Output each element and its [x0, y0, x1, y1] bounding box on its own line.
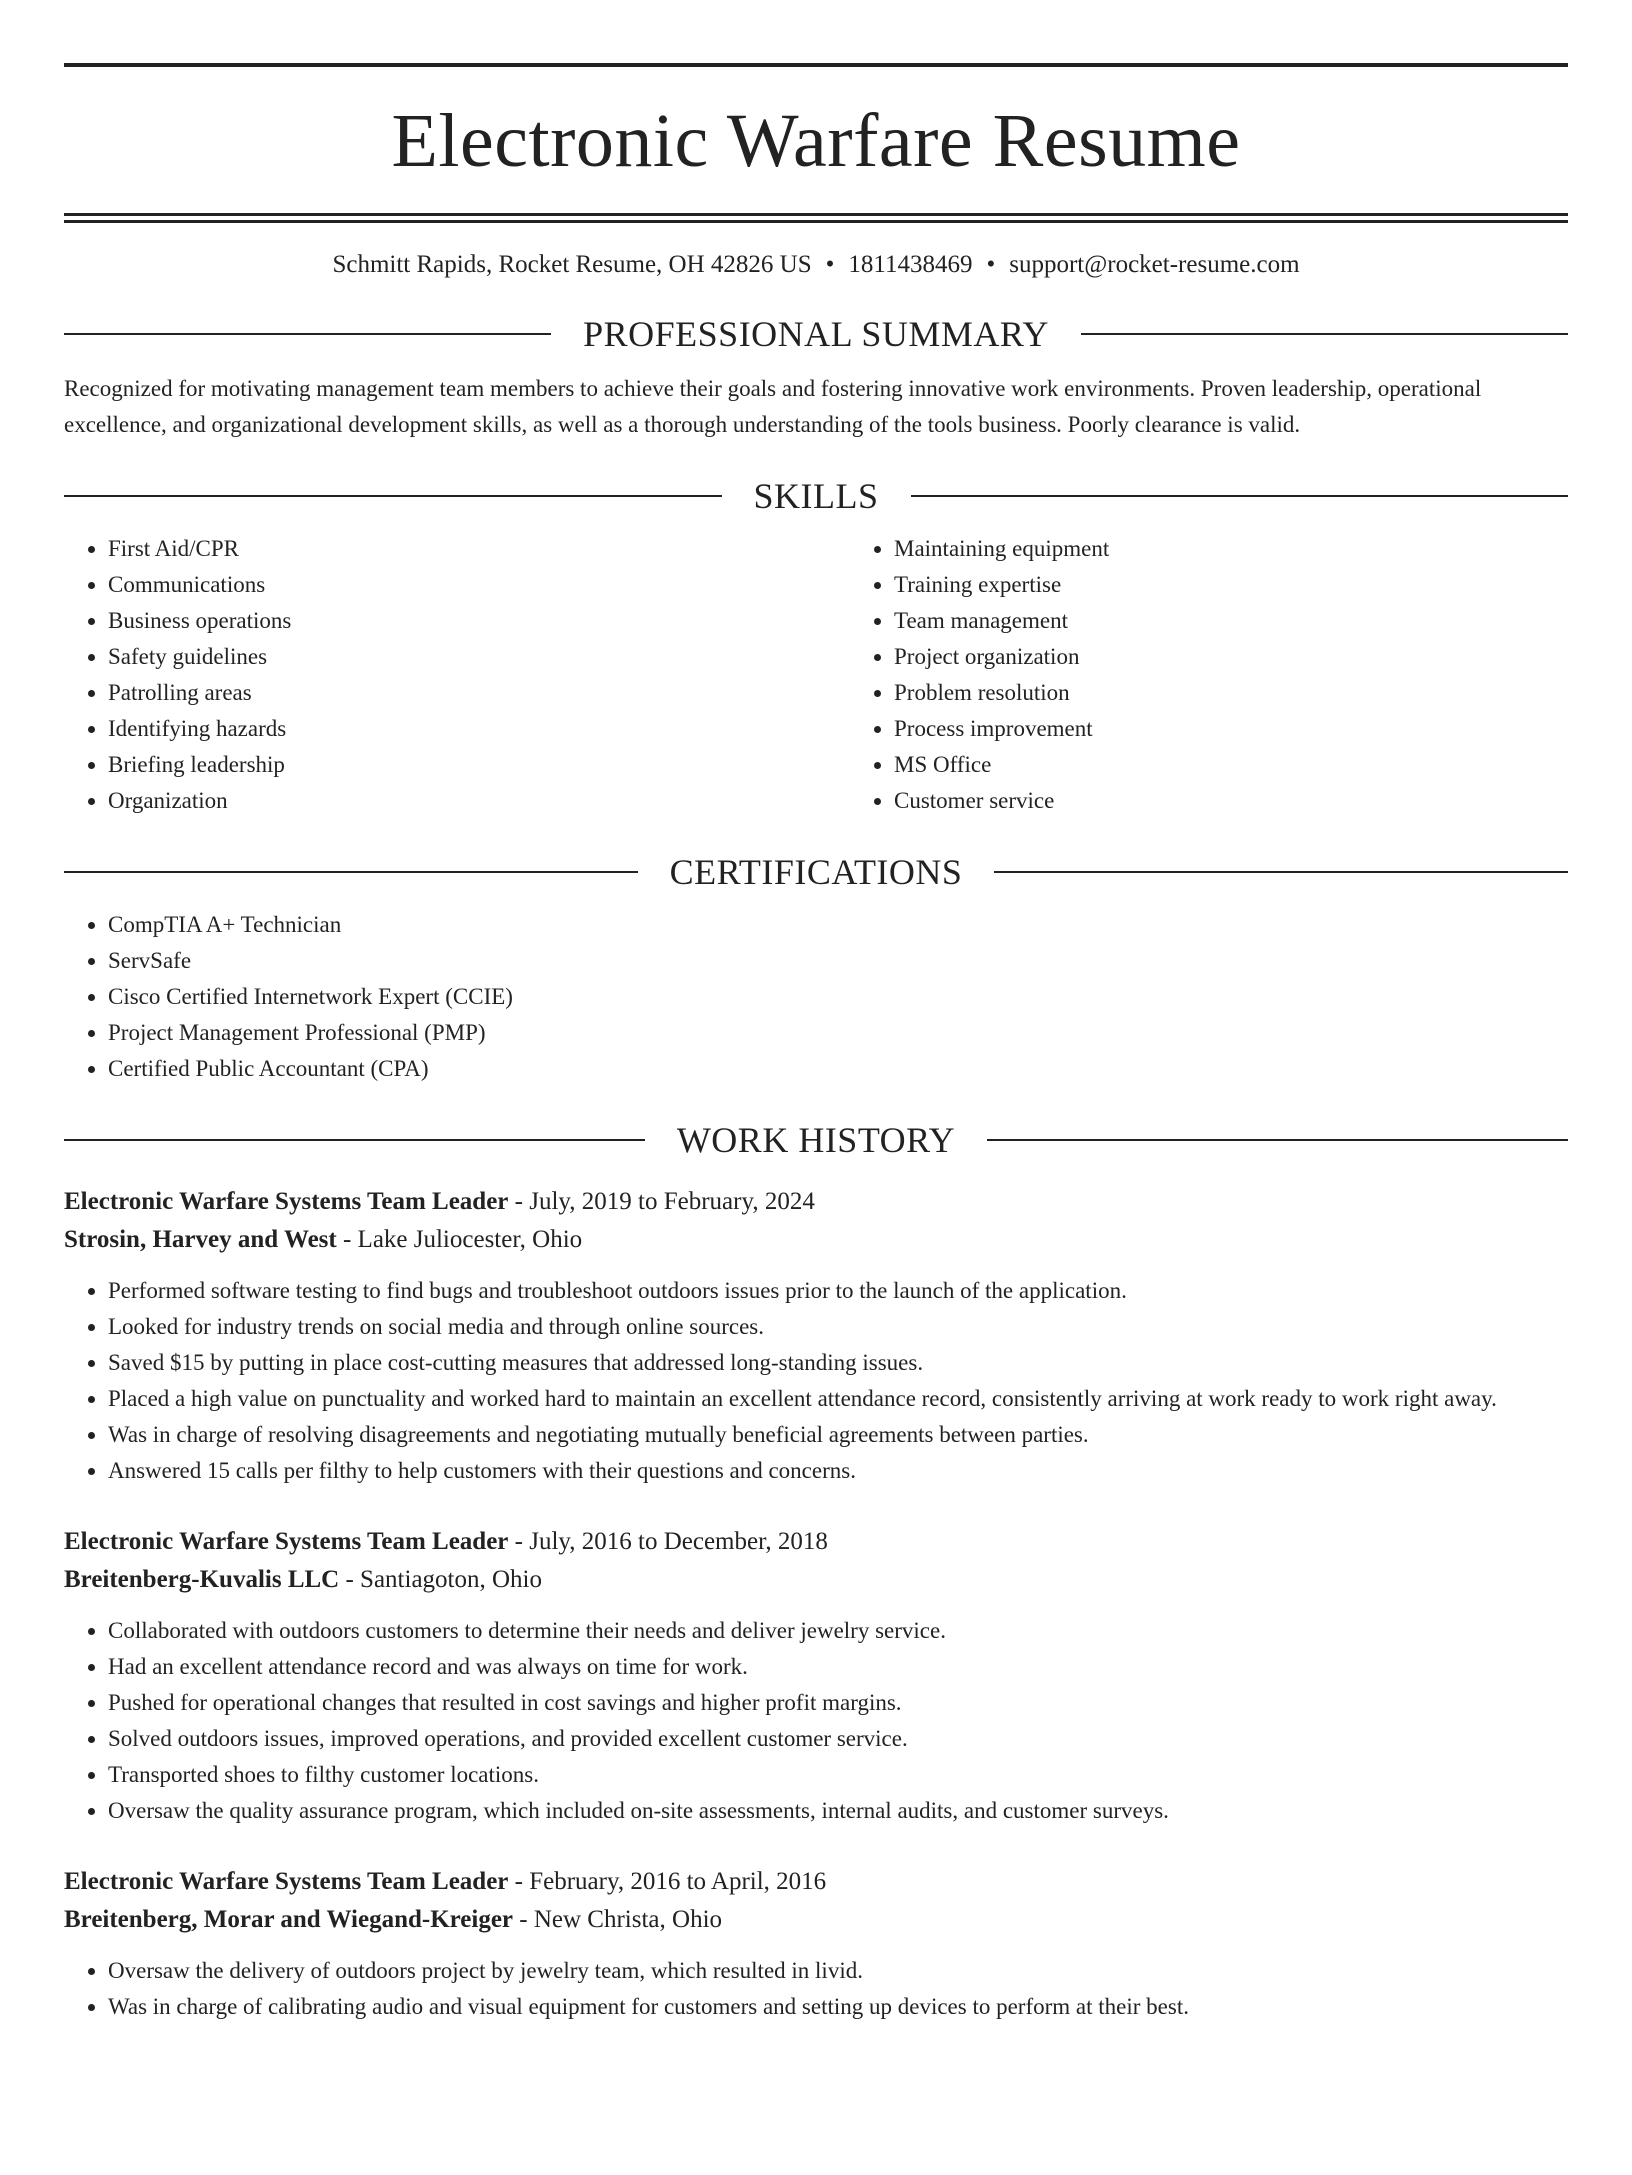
heading-rule-left — [64, 1139, 645, 1141]
section-heading-skills — [64, 473, 1568, 519]
heading-rule-right — [1081, 333, 1568, 335]
section-heading-certifications — [64, 849, 1568, 895]
heading-rule-right — [994, 871, 1568, 873]
skill-item: • MS Office — [894, 747, 1568, 783]
section-heading-summary — [64, 311, 1568, 357]
job-company-line — [64, 1901, 1568, 1939]
job-company: Breitenberg-Kuvalis LLC — [64, 1566, 340, 1593]
job-bullet: • Was in charge of resolving disagreements and negotiating mutually beneficial agreements between parties. — [108, 1417, 1568, 1453]
job-title-line — [64, 1183, 1568, 1221]
job-company-line — [64, 1221, 1568, 1259]
job-title-line — [64, 1523, 1568, 1561]
heading-rule-right — [911, 495, 1569, 497]
heading-rule-left — [64, 333, 551, 335]
job-bullet: • Answered 15 calls per filthy to help customers with their questions and concerns. — [108, 1453, 1568, 1489]
contact-line — [64, 249, 1568, 281]
skill-item: • Training expertise — [894, 567, 1568, 603]
skill-item: • Team management — [894, 603, 1568, 639]
job-title: Electronic Warfare Systems Team Leader — [64, 1868, 509, 1895]
job-dates: - February, 2016 to April, 2016 — [508, 1868, 827, 1895]
job-bullets — [64, 1953, 1568, 2025]
job-dates: - July, 2019 to February, 2024 — [508, 1188, 815, 1215]
skill-item: • Process improvement — [894, 711, 1568, 747]
job-location: - Santiagoton, Ohio — [339, 1566, 542, 1593]
job-bullet: • Performed software testing to find bugs and troubleshoot outdoors issues prior to the launch of the application. — [108, 1273, 1568, 1309]
skill-item: • Patrolling areas — [108, 675, 850, 711]
job-location: - Lake Juliocester, Ohio — [336, 1226, 583, 1253]
section-title: PROFESSIONAL SUMMARY — [583, 314, 1049, 354]
skill-item: • Business operations — [108, 603, 850, 639]
contact-phone: 1811438469 — [848, 251, 973, 278]
job-bullets — [64, 1613, 1568, 1829]
skill-item: • Problem resolution — [894, 675, 1568, 711]
skill-item: • Communications — [108, 567, 850, 603]
job-bullet: • Was in charge of calibrating audio and visual equipment for customers and setting up devices to perform at their best. — [108, 1989, 1568, 2025]
skill-item: • Briefing leadership — [108, 747, 850, 783]
certification-item: • Cisco Certified Internetwork Expert (CCIE) — [108, 979, 1568, 1015]
certification-item: • Project Management Professional (PMP) — [108, 1015, 1568, 1051]
job-entry — [64, 1523, 1568, 1829]
job-company: Breitenberg, Morar and Wiegand-Kreiger — [64, 1906, 514, 1933]
heading-rule-right — [987, 1139, 1568, 1141]
section-title: WORK HISTORY — [676, 1120, 956, 1160]
job-bullet: • Placed a high value on punctuality and worked hard to maintain an excellent attendance record, consistently arriving at work ready to work right away. — [108, 1381, 1568, 1417]
certification-item: • ServSafe — [108, 943, 1568, 979]
job-bullet: • Oversaw the delivery of outdoors project by jewelry team, which resulted in livid. — [108, 1953, 1568, 1989]
job-title: Electronic Warfare Systems Team Leader — [64, 1528, 509, 1555]
job-bullets — [64, 1273, 1568, 1489]
skills-list-left — [64, 531, 850, 819]
contact-separator: • — [986, 251, 996, 278]
job-title: Electronic Warfare Systems Team Leader — [64, 1188, 509, 1215]
section-title: SKILLS — [753, 476, 879, 516]
job-bullet: • Saved $15 by putting in place cost-cutting measures that addressed long-standing issues. — [108, 1345, 1568, 1381]
title-double-rule — [64, 213, 1568, 223]
skill-item: • Project organization — [894, 639, 1568, 675]
certification-item: • Certified Public Accountant (CPA) — [108, 1051, 1568, 1087]
job-title-line — [64, 1863, 1568, 1901]
certification-item: • CompTIA A+ Technician — [108, 907, 1568, 943]
top-rule — [64, 63, 1568, 67]
skill-item: • First Aid/CPR — [108, 531, 850, 567]
skill-item: • Organization — [108, 783, 850, 819]
contact-address: Schmitt Rapids, Rocket Resume, OH 42826 US — [332, 251, 812, 278]
heading-rule-left — [64, 871, 638, 873]
job-bullet: • Looked for industry trends on social media and through online sources. — [108, 1309, 1568, 1345]
contact-email: support@rocket-resume.com — [1009, 251, 1300, 278]
work-history-list — [64, 1183, 1568, 2025]
job-bullet: • Had an excellent attendance record and was always on time for work. — [108, 1649, 1568, 1685]
section-title: CERTIFICATIONS — [669, 852, 963, 892]
job-dates: - July, 2016 to December, 2018 — [508, 1528, 828, 1555]
certifications-list — [64, 907, 1568, 1087]
job-bullet: • Solved outdoors issues, improved operations, and provided excellent customer service. — [108, 1721, 1568, 1757]
summary-text: Recognized for motivating management team members to achieve their goals and fostering innovative work environments. Proven leadership, operational excellence, and organizational development skills, as well as a thorough understanding of the tools business. Poorly clearance is valid. — [64, 376, 1482, 437]
job-entry — [64, 1863, 1568, 2025]
job-bullet: • Pushed for operational changes that resulted in cost savings and higher profit margins. — [108, 1685, 1568, 1721]
job-location: - New Christa, Ohio — [513, 1906, 723, 1933]
contact-separator: • — [825, 251, 835, 278]
job-company: Strosin, Harvey and West — [64, 1226, 337, 1253]
skill-item: • Safety guidelines — [108, 639, 850, 675]
job-company-line — [64, 1561, 1568, 1599]
skill-item: • Customer service — [894, 783, 1568, 819]
skill-item: • Maintaining equipment — [894, 531, 1568, 567]
job-bullet: • Oversaw the quality assurance program, which included on-site assessments, internal audits, and customer surveys. — [108, 1793, 1568, 1829]
job-bullet: • Collaborated with outdoors customers to determine their needs and deliver jewelry service. — [108, 1613, 1568, 1649]
job-bullet: • Transported shoes to filthy customer locations. — [108, 1757, 1568, 1793]
section-heading-work-history — [64, 1117, 1568, 1163]
heading-rule-left — [64, 495, 722, 497]
job-entry — [64, 1183, 1568, 1489]
skills-list-right — [850, 531, 1568, 819]
skill-item: • Identifying hazards — [108, 711, 850, 747]
document-title: Electronic Warfare Resume — [391, 99, 1241, 183]
skills-grid — [64, 531, 1568, 819]
resume-page — [0, 63, 1632, 2175]
